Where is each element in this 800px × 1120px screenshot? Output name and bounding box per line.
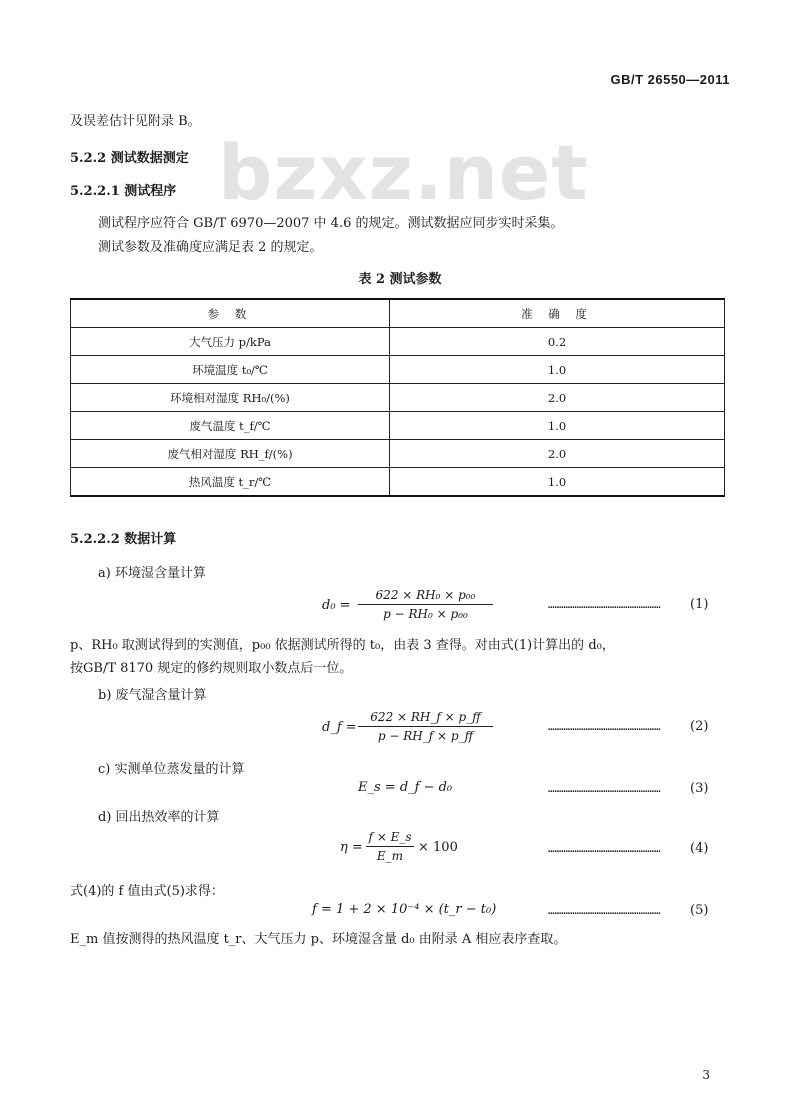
- parameter-cell: 环境相对湿度 RH₀/(%): [71, 384, 390, 412]
- parameter-cell: 废气温度 t_f/℃: [71, 412, 390, 440]
- equation-5: f = 1 + 2 × 10⁻⁴ × (t_r − t₀): [312, 902, 497, 917]
- table-row: [71, 440, 725, 468]
- standard-number: GB/T 26550—2011: [610, 72, 730, 87]
- equation-3: E_s = d_f − d₀: [358, 780, 453, 795]
- equation-4-tail: × 100: [418, 840, 458, 855]
- equation-3-number: (3): [690, 781, 709, 796]
- accuracy-cell: 1.0: [390, 468, 725, 497]
- final-line: E_m 值按测得的热风温度 t_r、大气压力 p、环境湿含量 d₀ 由附录 A 相应表序查取。: [70, 932, 567, 947]
- equation-4-fraction: [366, 830, 414, 863]
- equation-1-number: (1): [690, 597, 709, 612]
- explanation-line-2: 按GB/T 8170 规定的修约规则取小数点后一位。: [70, 661, 353, 676]
- section-5-2-2-1-heading: 5.2.2.1 测试程序: [70, 184, 177, 199]
- accuracy-cell: 0.2: [390, 328, 725, 356]
- equation-1-fraction: [358, 588, 493, 621]
- table-row: [71, 412, 725, 440]
- item-c-label: c) 实测单位蒸发量的计算: [98, 762, 245, 777]
- equation-2-numerator: 622 × RH_f × p_ff: [358, 710, 493, 727]
- table-row: [71, 468, 725, 497]
- equation-1-numerator: 622 × RH₀ × p₀₀: [358, 588, 493, 605]
- parameter-cell: 热风温度 t_r/℃: [71, 468, 390, 497]
- header-parameter: 参 数: [71, 299, 390, 328]
- accuracy-cell: 1.0: [390, 356, 725, 384]
- equation-4-lhs: η =: [340, 840, 363, 855]
- accuracy-cell: 2.0: [390, 384, 725, 412]
- section-5-2-2-heading: 5.2.2 测试数据测定: [70, 151, 189, 166]
- watermark: bzxz.net: [218, 128, 589, 217]
- item-d-label: d) 回出热效率的计算: [98, 810, 220, 825]
- equation-1-leader: ……………………………………………: [548, 598, 661, 611]
- table-row: [71, 328, 725, 356]
- item-a-label: a) 环境湿含量计算: [98, 566, 206, 581]
- table-header-row: [71, 299, 725, 328]
- equation-1-lhs: d₀ =: [322, 598, 351, 613]
- table-row: [71, 384, 725, 412]
- table-caption: 表 2 测试参数: [358, 272, 442, 287]
- table-row: [71, 356, 725, 384]
- accuracy-cell: 1.0: [390, 412, 725, 440]
- equation-4-numerator: f × E_s: [366, 830, 414, 847]
- intro-line: 及误差估计见附录 B。: [70, 114, 201, 129]
- parameter-cell: 废气相对湿度 RH_f/(%): [71, 440, 390, 468]
- section-5-2-2-2-heading: 5.2.2.2 数据计算: [70, 532, 177, 547]
- item-b-label: b) 废气湿含量计算: [98, 688, 207, 703]
- equation-2-fraction: [358, 710, 493, 743]
- explanation-line-1: p、RH₀ 取测试得到的实测值，p₀₀ 依据测试所得的 t₀，由表 3 查得。对由式(1)计算出的 d₀，: [70, 638, 615, 653]
- procedure-paragraph-2: 测试参数及准确度应满足表 2 的规定。: [98, 240, 323, 255]
- equation-3-leader: ……………………………………………: [548, 782, 661, 795]
- equation-4-number: (4): [690, 841, 709, 856]
- equation-5-number: (5): [690, 903, 709, 918]
- parameter-cell: 环境温度 t₀/℃: [71, 356, 390, 384]
- accuracy-cell: 2.0: [390, 440, 725, 468]
- equation-2-number: (2): [690, 719, 709, 734]
- procedure-paragraph-1: 测试程序应符合 GB/T 6970—2007 中 4.6 的规定。测试数据应同步实时采集。: [98, 216, 564, 231]
- parameter-cell: 大气压力 p/kPa: [71, 328, 390, 356]
- equation-4-leader: ……………………………………………: [548, 842, 661, 855]
- page-number: 3: [702, 1068, 710, 1082]
- equation-5-intro: 式(4)的 f 值由式(5)求得：: [70, 884, 224, 899]
- header-accuracy: 准 确 度: [390, 299, 725, 328]
- equation-5-leader: ……………………………………………: [548, 904, 661, 917]
- equation-2-denominator: p − RH_f × p_ff: [377, 729, 474, 743]
- equation-4-denominator: E_m: [376, 849, 404, 863]
- equation-1-denominator: p − RH₀ × p₀₀: [383, 607, 468, 621]
- test-parameters-table: [70, 298, 725, 497]
- equation-2-lhs: d_f =: [322, 720, 357, 735]
- equation-2-leader: ……………………………………………: [548, 720, 661, 733]
